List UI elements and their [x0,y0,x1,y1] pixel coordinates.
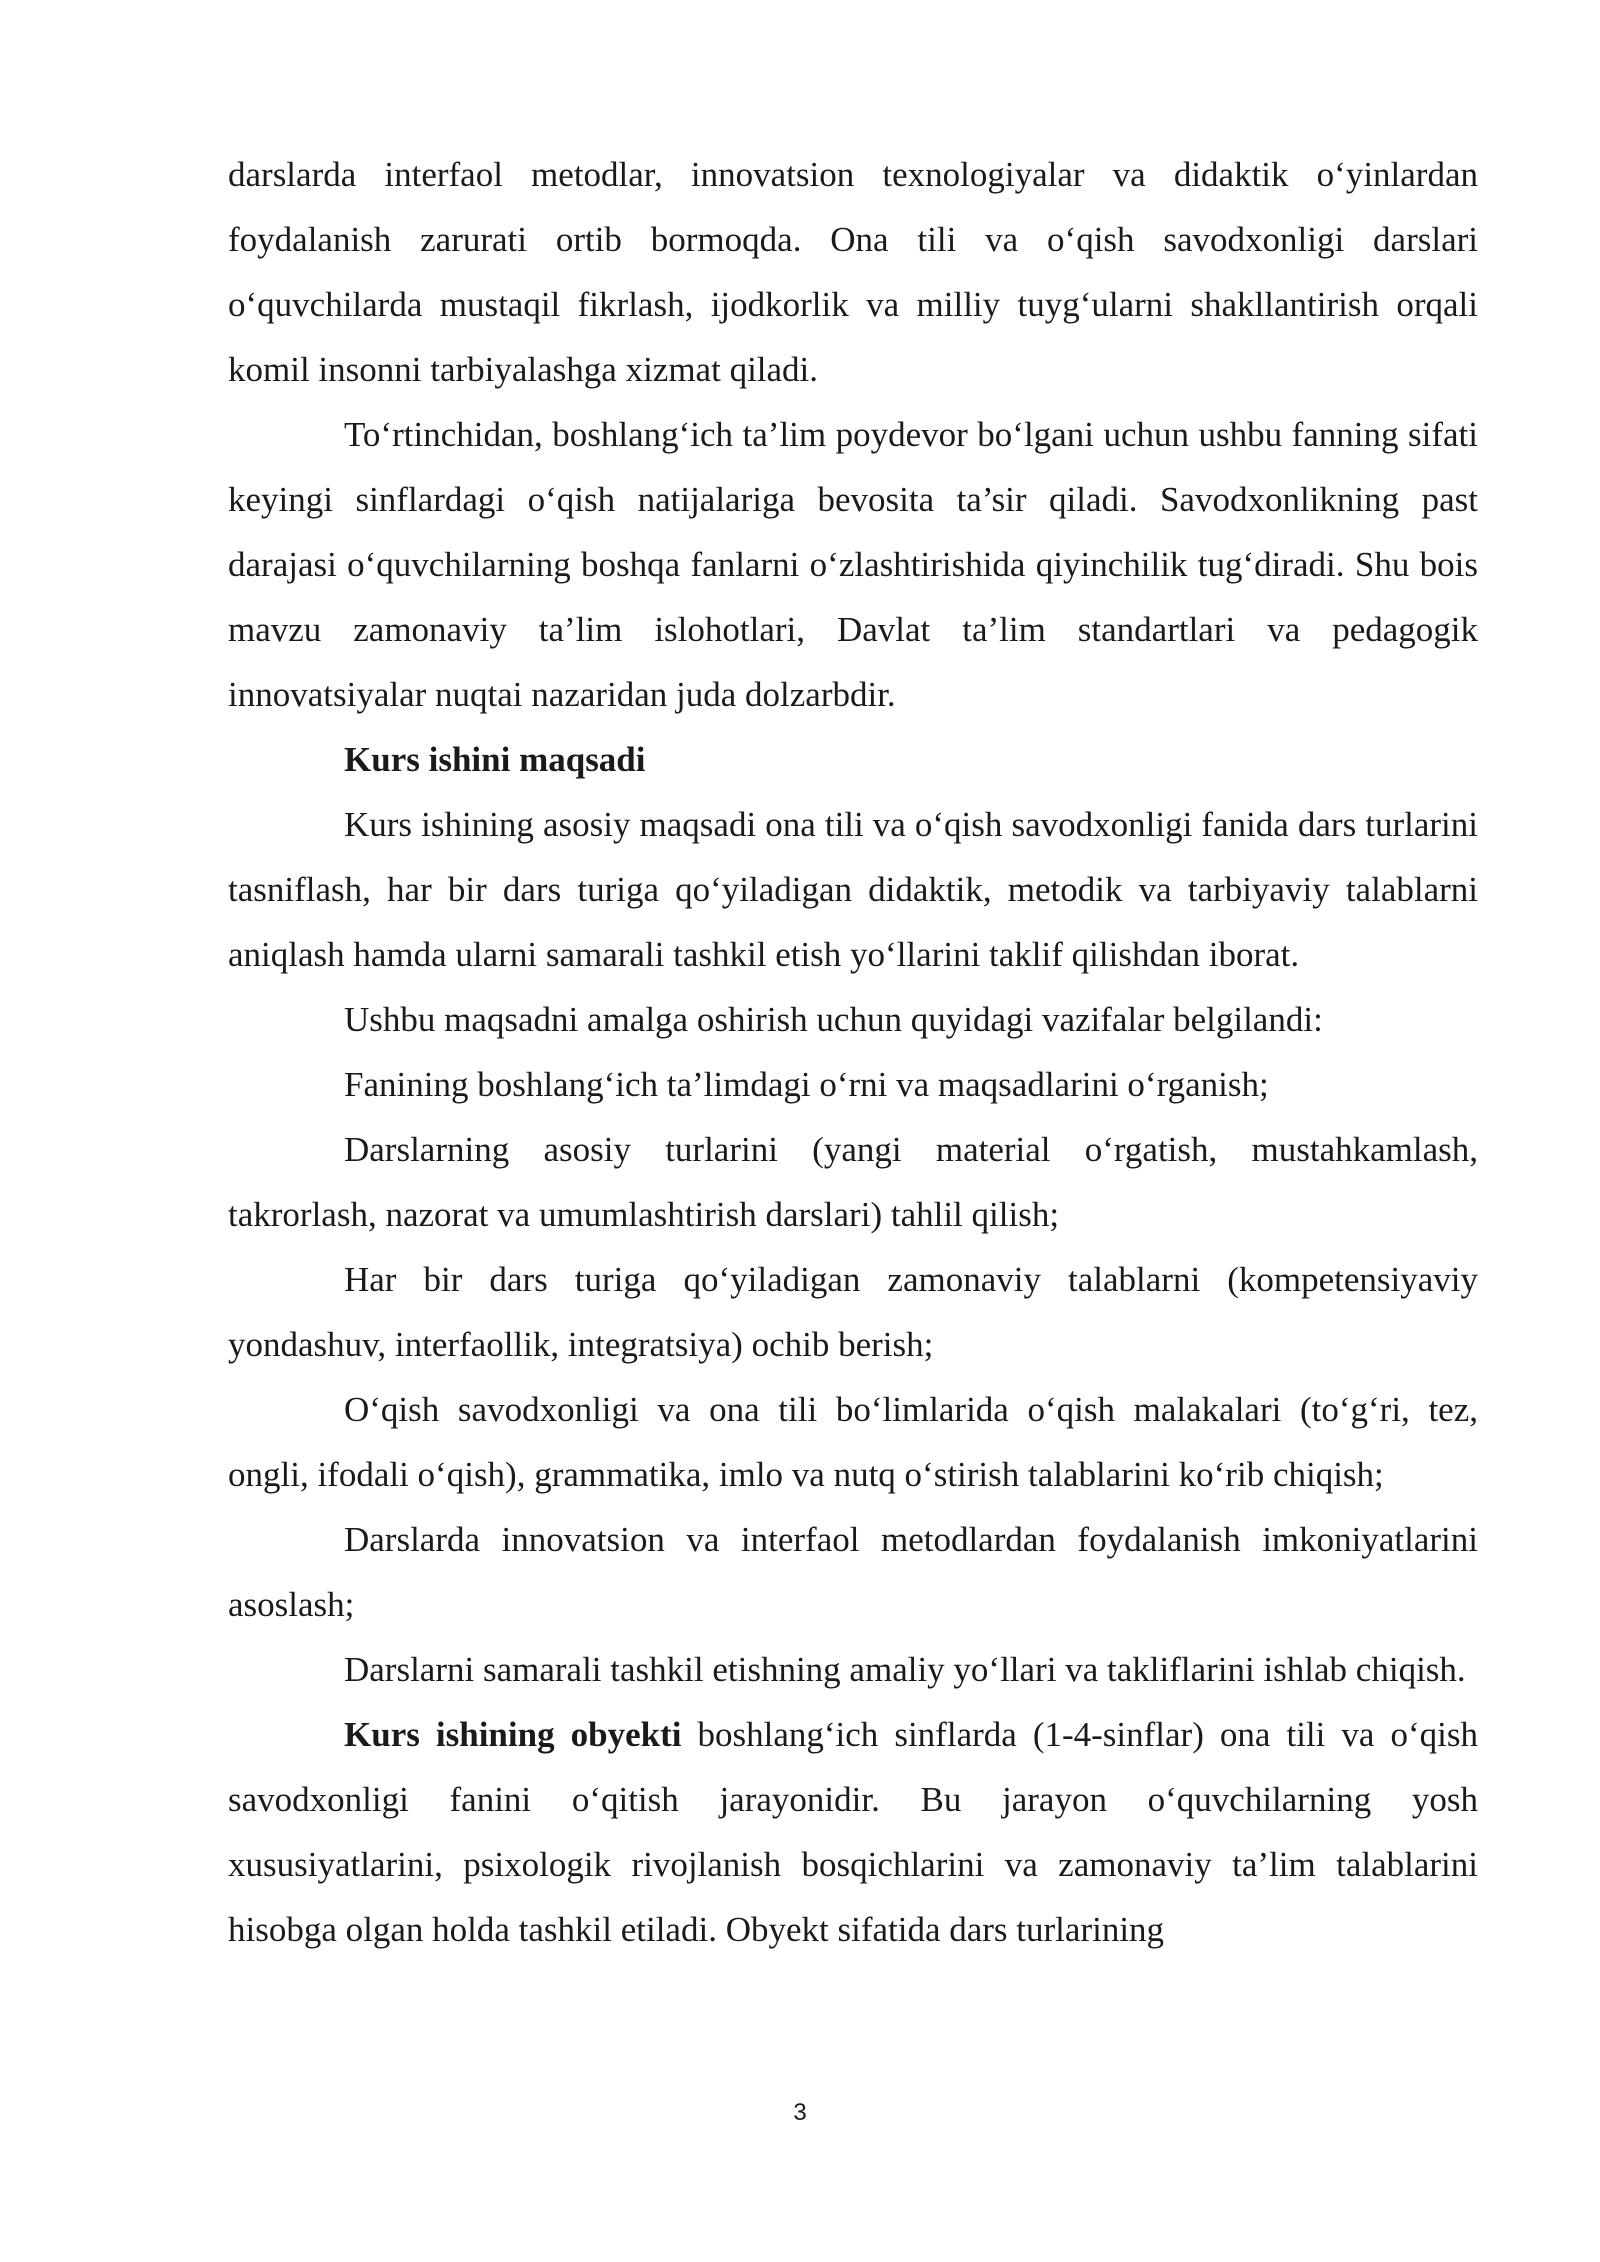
section-heading-goal: Kurs ishini maqsadi [344,740,646,779]
task-item-3: Har bir dars turiga qo‘yiladigan zamonaviy talablarni (kompetensiyaviy yondashuv, interfaollik, integratsiya) ochib berish; [228,1260,1478,1364]
task-item-4: O‘qish savodxonligi va ona tili bo‘limlarida o‘qish malakalari (to‘g‘ri, tez, ongli, ifodali o‘qish), grammatika, imlo va nutq o‘stirish talablarini ko‘rib chiqish; [228,1390,1478,1494]
page-body [228,142,1478,1962]
task-item-5: Darslarda innovatsion va interfaol metodlardan foydalanish imkoniyatlarini asoslash; [228,1520,1478,1624]
task-item-6: Darslarni samarali tashkil etishning amaliy yo‘llari va takliflarini ishlab chiqish. [344,1650,1466,1689]
paragraph-object [228,1702,1478,1962]
task-item-2: Darslarning asosiy turlarini (yangi material o‘rgatish, mustahkamlash, takrorlash, nazorat va umumlashtirish darslari) tahlil qilish; [228,1130,1478,1234]
paragraph-fourthly: To‘rtinchidan, boshlang‘ich ta’lim poydevor bo‘lgani uchun ushbu fanning sifati keyingi sinflardagi o‘qish natijalariga bevosita ta’sir qiladi. Savodxonlikning past darajasi o‘quvchilarning boshqa fanlarni o‘zlashtirishida qiyinchilik tug‘diradi. Shu bois mavzu zamonaviy ta’lim islohotlari, Davlat ta’lim standartlari va pedagogik innovatsiyalar nuqtai nazaridan juda dolzarbdir. [228,415,1478,714]
page-number: 3 [793,2099,807,2126]
object-text: boshlang‘ich sinflarda (1-4-sinflar) ona tili va o‘qish savodxonligi fanini o‘qitish jarayonidir. Bu jarayon o‘quvchilarning yosh xususiyatlarini, psixologik rivojlanish bosqichlarini va zamonaviy ta’lim talablarini hisobga olgan holda tashkil etiladi. Obyekt sifatida dars turlarining [228,1715,1478,1949]
paragraph-goal: Kurs ishining asosiy maqsadi ona tili va o‘qish savodxonligi fanida dars turlarini tasniflash, har bir dars turiga qo‘yiladigan didaktik, metodik va tarbiyaviy talablarni aniqlash hamda ularni samarali tashkil etish yo‘llarini taklif qilishdan iborat. [228,805,1478,974]
object-label: Kurs ishining obyekti [344,1715,682,1754]
task-item-1: Fanining boshlang‘ich ta’limdagi o‘rni va maqsadlarini o‘rganish; [344,1065,1269,1104]
paragraph-tasks-intro: Ushbu maqsadni amalga oshirish uchun quyidagi vazifalar belgilandi: [344,1000,1323,1039]
paragraph-continuation: darslarda interfaol metodlar, innovatsion texnologiyalar va didaktik o‘yinlardan foydalanish zarurati ortib bormoqda. Ona tili va o‘qish savodxonligi darslari o‘quvchilarda mustaqil fikrlash, ijodkorlik va milliy tuyg‘ularni shakllantirish orqali komil insonni tarbiyalashga xizmat qiladi. [228,155,1478,389]
